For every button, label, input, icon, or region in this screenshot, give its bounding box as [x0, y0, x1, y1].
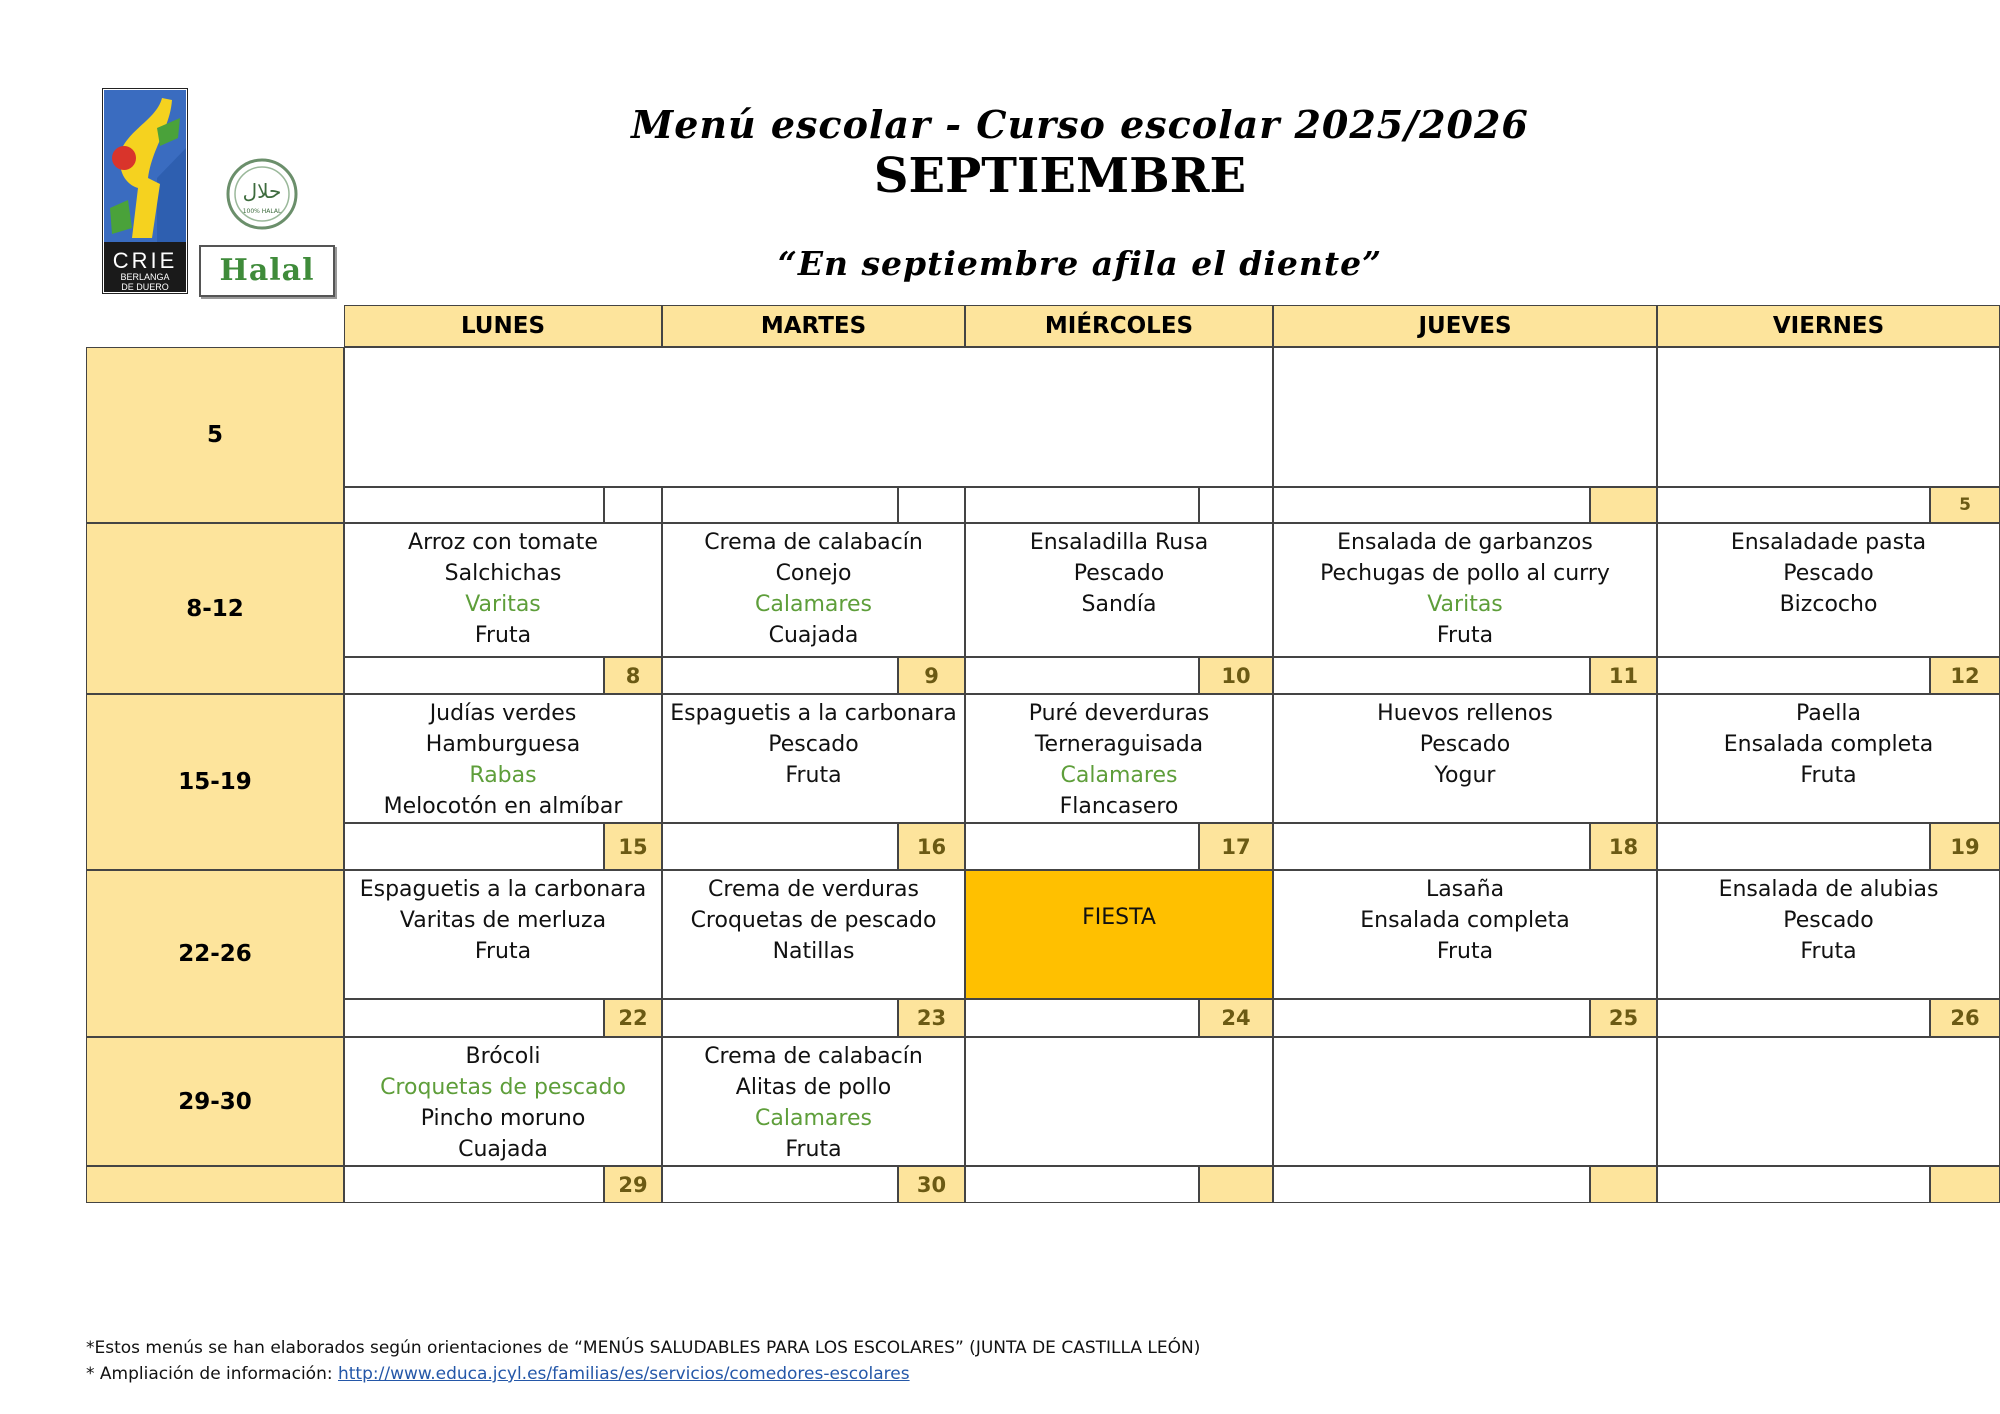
menu-cell — [1657, 523, 2000, 657]
menu-item: Ensaladilla Rusa — [1029, 530, 1209, 555]
week-label: 29-30 — [86, 1037, 344, 1166]
day-number: 18 — [1590, 823, 1657, 870]
menu-item: Fruta — [1800, 939, 1857, 964]
day-strip — [965, 1166, 1199, 1203]
day-strip — [662, 1166, 898, 1203]
empty-menu-cell — [344, 347, 1273, 487]
week-label-footer — [86, 1166, 344, 1203]
menu-item: Fruta — [474, 939, 532, 964]
day-strip — [965, 999, 1199, 1037]
day-strip — [662, 823, 898, 870]
week-label: 5 — [86, 347, 344, 523]
day-strip — [662, 657, 898, 694]
menu-item: Huevos rellenos — [1377, 701, 1553, 726]
menu-item: Calamares — [1060, 763, 1178, 788]
day-strip — [1273, 1166, 1590, 1203]
day-header: LUNES — [344, 305, 662, 347]
day-strip — [344, 999, 604, 1037]
menu-item: Conejo — [775, 561, 852, 586]
menu-item: Fruta — [1436, 939, 1494, 964]
menu-item: Fruta — [1800, 763, 1857, 788]
day-header: VIERNES — [1657, 305, 2000, 347]
menu-item: Terneraguisada — [1034, 732, 1204, 757]
menu-cell — [1657, 694, 2000, 823]
footer-more-label: * Ampliación de información: — [86, 1364, 333, 1384]
menu-item: Pescado — [1783, 908, 1874, 933]
menu-item: Pescado — [1783, 561, 1874, 586]
day-strip — [1657, 823, 1930, 870]
week-label: 8-12 — [86, 523, 344, 694]
menu-cell — [1273, 870, 1657, 999]
menu-item: Brócoli — [465, 1044, 541, 1069]
menu-cell — [1273, 1037, 1657, 1166]
day-number: 26 — [1930, 999, 2000, 1037]
menu-item: Croquetas de pescado — [690, 908, 937, 933]
day-number: 17 — [1199, 823, 1273, 870]
day-number: 10 — [1199, 657, 1273, 694]
menu-cell — [965, 523, 1273, 657]
day-header: MARTES — [662, 305, 965, 347]
day-number — [1590, 1166, 1657, 1203]
day-number — [1199, 1166, 1273, 1203]
day-strip — [344, 487, 604, 523]
menu-cell — [344, 870, 662, 999]
day-number: 11 — [1590, 657, 1657, 694]
menu-item: Pechugas de pollo al curry — [1320, 561, 1610, 586]
menu-item: Crema de calabacín — [704, 1044, 923, 1069]
menu-item: Fruta — [474, 623, 532, 648]
menu-item: Lasaña — [1425, 877, 1505, 902]
day-strip — [344, 657, 604, 694]
day-number: 24 — [1199, 999, 1273, 1037]
week-label: 15-19 — [86, 694, 344, 870]
menu-item: Bizcocho — [1779, 592, 1878, 617]
svg-text:حلال: حلال — [242, 179, 282, 203]
menu-cell — [344, 1037, 662, 1166]
menu-item: Varitas — [465, 592, 541, 617]
day-number: 9 — [898, 657, 965, 694]
day-number: 8 — [604, 657, 662, 694]
day-number: 25 — [1590, 999, 1657, 1037]
menu-cell — [965, 1037, 1273, 1166]
svg-text:BERLANGA: BERLANGA — [120, 272, 170, 282]
menu-item: Salchichas — [444, 561, 562, 586]
day-strip — [1657, 487, 1930, 523]
menu-item: Arroz con tomate — [408, 530, 598, 555]
menu-item: Pincho moruno — [420, 1106, 586, 1131]
day-header: JUEVES — [1273, 305, 1657, 347]
day-number — [1199, 487, 1273, 523]
day-strip — [344, 823, 604, 870]
day-strip — [965, 823, 1199, 870]
day-strip — [965, 487, 1199, 523]
menu-item: Natillas — [772, 939, 855, 964]
day-strip — [1657, 999, 1930, 1037]
menu-item: Flancasero — [1059, 794, 1179, 819]
halal-logo — [199, 245, 335, 297]
day-number: 30 — [898, 1166, 965, 1203]
menu-item: Calamares — [755, 1106, 872, 1131]
footer-link[interactable]: http://www.educa.jcyl.es/familias/es/servicios/comedores-escolares — [337, 1364, 910, 1384]
menu-cell — [662, 523, 965, 657]
menu-item: Pescado — [1419, 732, 1511, 757]
day-number: 5 — [1930, 487, 2000, 523]
menu-item: Pescado — [768, 732, 859, 757]
menu-item: Rabas — [469, 763, 537, 788]
menu-item: Croquetas de pescado — [380, 1075, 626, 1100]
day-number — [1590, 487, 1657, 523]
menu-cell — [662, 1037, 965, 1166]
menu-item: Ensalada de alubias — [1718, 877, 1939, 902]
menu-item: Espaguetis a la carbonara — [359, 877, 647, 902]
menu-item: Sandía — [1081, 592, 1157, 617]
menu-item: Varitas de merluza — [399, 908, 607, 933]
day-strip — [1657, 1166, 1930, 1203]
day-header: MIÉRCOLES — [965, 305, 1273, 347]
menu-cell — [1657, 1037, 2000, 1166]
menu-item: Fruta — [785, 1137, 842, 1162]
svg-text:DE DUERO: DE DUERO — [121, 282, 169, 292]
menu-cell — [1273, 694, 1657, 823]
day-number: 16 — [898, 823, 965, 870]
menu-item: Crema de verduras — [708, 877, 919, 902]
day-strip — [1273, 823, 1590, 870]
day-number: 19 — [1930, 823, 2000, 870]
menu-cell — [344, 694, 662, 823]
menu-item: Hamburguesa — [425, 732, 581, 757]
day-strip — [662, 487, 898, 523]
menu-item: Alitas de pollo — [735, 1075, 892, 1100]
day-strip — [662, 999, 898, 1037]
menu-cell — [1657, 870, 2000, 999]
menu-item: Pescado — [1073, 561, 1165, 586]
menu-item: Puré deverduras — [1028, 701, 1210, 726]
day-strip — [1273, 657, 1590, 694]
footer-note: *Estos menús se han elaborados según orientaciones de “MENÚS SALUDABLES PARA LOS ESCOLARES” (JUNTA DE CASTILLA LEÓN) — [86, 1338, 1201, 1358]
day-strip — [1273, 487, 1590, 523]
month-title: SEPTIEMBRE — [873, 148, 1247, 204]
empty-menu-cell — [1657, 347, 2000, 487]
footer-more-info — [86, 1364, 910, 1384]
menu-item: Fruta — [1436, 623, 1494, 648]
day-strip — [344, 1166, 604, 1203]
day-number: 22 — [604, 999, 662, 1037]
menu-item: Espaguetis a la carbonara — [670, 701, 957, 726]
menu-item: Ensalada completa — [1360, 908, 1570, 933]
menu-item: Ensaladade pasta — [1730, 530, 1927, 555]
menu-item: Cuajada — [458, 1137, 548, 1162]
crie-logo — [102, 88, 188, 294]
holiday-cell: FIESTA — [965, 870, 1273, 999]
menu-item: Calamares — [755, 592, 872, 617]
menu-cell — [965, 694, 1273, 823]
menu-item: Ensalada completa — [1723, 732, 1934, 757]
menu-item: Judías verdes — [429, 701, 577, 726]
page-title: Menú escolar - Curso escolar 2025/2026 — [631, 102, 1529, 147]
menu-cell — [344, 523, 662, 657]
menu-item: Crema de calabacín — [704, 530, 923, 555]
menu-item: Cuajada — [768, 623, 859, 648]
day-number — [1930, 1166, 2000, 1203]
menu-item: Melocotón en almíbar — [383, 794, 623, 819]
month-saying: “En septiembre afila el diente” — [777, 244, 1383, 283]
menu-cell — [662, 870, 965, 999]
day-number: 29 — [604, 1166, 662, 1203]
day-number: 23 — [898, 999, 965, 1037]
menu-cell — [662, 694, 965, 823]
menu-item: Varitas — [1427, 592, 1503, 617]
halal-seal-logo — [226, 158, 298, 230]
day-number: 12 — [1930, 657, 2000, 694]
halal-logo-text: Halal — [219, 253, 315, 288]
day-number: 15 — [604, 823, 662, 870]
day-strip — [1273, 999, 1590, 1037]
menu-item: Paella — [1795, 701, 1861, 726]
week-label: 22-26 — [86, 870, 344, 1037]
day-number — [604, 487, 662, 523]
menu-item: Ensalada de garbanzos — [1337, 530, 1593, 555]
menu-cell — [1273, 523, 1657, 657]
day-strip — [965, 657, 1199, 694]
menu-item: Yogur — [1434, 763, 1496, 788]
svg-text:100% HALAL: 100% HALAL — [242, 208, 282, 215]
empty-menu-cell — [1273, 347, 1657, 487]
day-number — [898, 487, 965, 523]
crie-logo-text: CRIE — [112, 248, 178, 273]
menu-item: Fruta — [785, 763, 842, 788]
day-strip — [1657, 657, 1930, 694]
